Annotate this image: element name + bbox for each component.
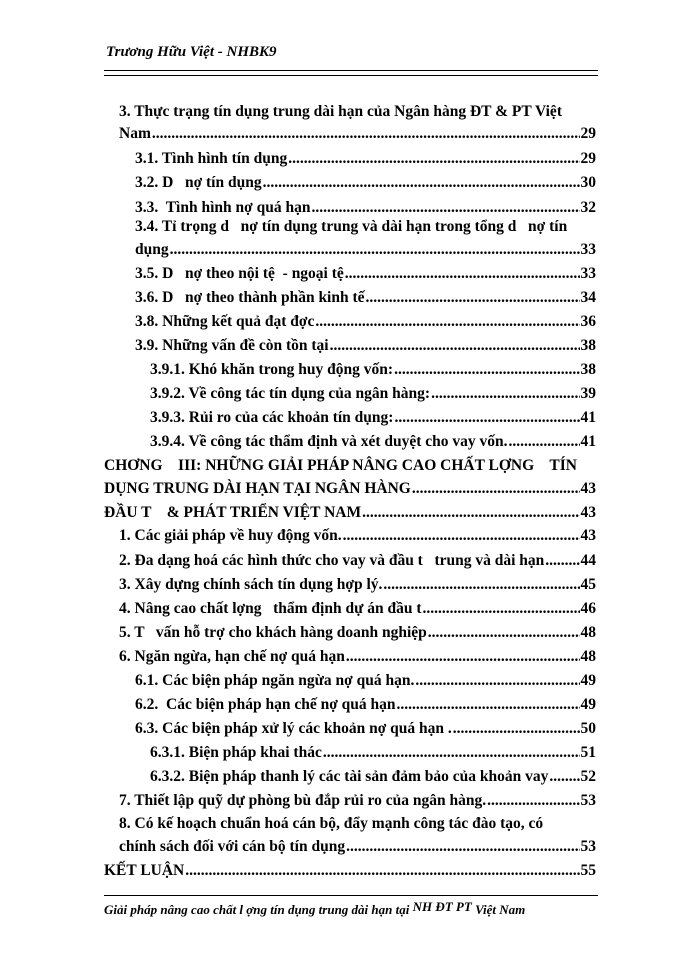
toc-leader-dots — [323, 742, 580, 764]
toc-entry — [135, 263, 596, 285]
toc-leader-dots — [545, 550, 579, 572]
toc-entry — [119, 123, 596, 145]
toc-leader-dots — [152, 123, 580, 145]
toc-entry-title: ĐẦU T & PHÁT TRIỂN VIỆT NAM — [104, 504, 362, 521]
toc-entry — [135, 172, 596, 194]
toc-entry-title: 3.1. Tình hình tín dụng — [135, 150, 288, 167]
footer-text: Giải pháp nâng cao chất l ợng tín dụng trung dài hạn tại — [104, 902, 410, 917]
toc-entry-title: 1. Các giải pháp về huy động vốn. — [119, 527, 342, 544]
toc-leader-dots — [170, 239, 580, 261]
toc-entry-page: 33 — [580, 241, 596, 258]
footer-abbr: NH ĐT PT — [412, 899, 472, 914]
toc-entry — [150, 359, 596, 381]
toc-leader-dots — [428, 622, 580, 644]
toc-entry — [135, 311, 596, 333]
toc-entry-page: 44 — [580, 552, 596, 569]
toc-entry — [119, 790, 596, 812]
toc-entry-title: 6.1. Các biện pháp ngăn ngừa nợ quá hạn. — [135, 672, 415, 689]
toc-entry — [104, 860, 596, 882]
toc-entry — [119, 525, 596, 547]
footer-tail: Việt Nam — [475, 902, 526, 917]
toc-entry-title: 6.2. Các biện pháp hạn chế nợ quá hạn — [135, 696, 396, 713]
toc-entry — [135, 287, 596, 309]
toc-entry-title: 6. Ngăn ngừa, hạn chế nợ quá hạn — [119, 648, 345, 665]
toc-entry-title: 6.3. Các biện pháp xử lý các khoản nợ quá hạn . — [135, 720, 452, 737]
toc-entry-title: Nam — [119, 125, 151, 142]
toc-entry — [119, 574, 596, 596]
toc-entry-title: CHƠNG III: NHỮNG GIẢI PHÁP NÂNG CAO CHẤT LỢNG TÍN — [104, 457, 577, 474]
toc-entry — [104, 478, 596, 500]
toc-entry — [135, 718, 596, 740]
toc-entry-title: DỤNG TRUNG DÀI HẠN TẠI NGÂN HÀNG — [104, 480, 411, 497]
toc-entry-page: 53 — [580, 792, 596, 809]
toc-entry-page: 43 — [580, 504, 596, 521]
toc-entry-title: 3. Thực trạng tín dụng trung dài hạn của Ngân hàng ĐT & PT Việt — [119, 103, 562, 120]
toc-leader-dots — [549, 766, 579, 788]
toc-entry-page: 34 — [580, 289, 596, 306]
toc-entry-title: 3.9. Những vấn đề còn tồn tại — [135, 337, 329, 354]
toc-leader-dots — [509, 431, 580, 453]
toc-entry — [135, 148, 596, 170]
toc-entry-page: 49 — [580, 696, 596, 713]
toc-entry-page: 55 — [580, 862, 596, 879]
toc-entry-title: 2. Đa dạng hoá các hình thức cho vay và đầu t trung và dài hạn — [119, 552, 545, 569]
toc-entry-page: 29 — [580, 150, 596, 167]
toc-entry-page: 49 — [580, 672, 596, 689]
toc-leader-dots — [346, 646, 580, 668]
toc-leader-dots — [412, 478, 580, 500]
toc-entry-title: 3.9.4. Về công tác thẩm định và xét duyệt cho vay vốn. — [150, 433, 508, 450]
toc-entry-page: 45 — [580, 576, 596, 593]
toc-entry-title: 3.4. Tỉ trọng d nợ tín dụng trung và dài hạn trong tổng d nợ tín — [135, 218, 568, 235]
toc-entry-page: 46 — [580, 600, 596, 617]
toc-entry-page: 41 — [580, 409, 596, 426]
toc-leader-dots — [263, 172, 580, 194]
toc-entry — [119, 598, 596, 620]
toc-leader-dots — [288, 148, 579, 170]
toc-entry-title: 6.3.2. Biện pháp thanh lý các tài sản đảm bảo của khoản vay — [150, 768, 549, 785]
toc-entry — [150, 766, 596, 788]
toc-leader-dots — [345, 263, 580, 285]
toc-entry-page: 39 — [580, 385, 596, 402]
toc-entry — [135, 216, 596, 238]
toc-entry-title: 8. Có kế hoạch chuẩn hoá cán bộ, đẩy mạnh công tác đào tạo, có — [119, 815, 544, 832]
toc-entry-page: 53 — [580, 838, 596, 855]
toc-entry-title: 3.3. Tình hình nợ quá hạn — [135, 199, 311, 216]
toc-entry-title: 3.5. D nợ theo nội tệ - ngoại tệ — [135, 265, 344, 282]
toc-entry — [150, 383, 596, 405]
toc-entry — [119, 101, 596, 123]
toc-leader-dots — [383, 574, 579, 596]
toc-entry-page: 32 — [580, 199, 596, 216]
toc-entry — [104, 502, 596, 524]
toc-entry-page: 30 — [580, 174, 596, 191]
toc-entry — [119, 646, 596, 668]
toc-entry-page: 38 — [580, 361, 596, 378]
toc-leader-dots — [366, 287, 580, 309]
toc-entry-page: 29 — [580, 125, 596, 142]
toc-leader-dots — [431, 383, 579, 405]
toc-entry-title: KẾT LUẬN — [104, 862, 185, 879]
toc-entry-title: 3.6. D nợ theo thành phần kinh tế — [135, 289, 365, 306]
toc-leader-dots — [346, 836, 579, 858]
toc-entry — [150, 407, 596, 429]
toc-entry-page: 52 — [580, 768, 596, 785]
toc-entry-page: 50 — [580, 720, 596, 737]
toc-leader-dots — [394, 359, 579, 381]
toc-entry-title: 6.3.1. Biện pháp khai thác — [150, 744, 322, 761]
page-header: Trương Hữu Việt - NHBK9 — [106, 44, 277, 60]
toc-entry-title: 3.9.2. Về công tác tín dụng của ngân hàng: — [150, 385, 431, 402]
toc-entry — [119, 813, 596, 835]
toc-entry — [135, 694, 596, 716]
toc-entry — [135, 335, 596, 357]
toc-leader-dots — [487, 790, 579, 812]
toc-entry — [150, 742, 596, 764]
toc-entry — [135, 239, 596, 261]
toc-entry — [104, 455, 596, 477]
toc-entry-title: 3.9.1. Khó khăn trong huy động vốn: — [150, 361, 394, 378]
toc-entry-page: 33 — [580, 265, 596, 282]
toc-entry-title: 4. Nâng cao chất lợng thẩm định dự án đầu t — [119, 600, 422, 617]
toc-entry — [119, 836, 596, 858]
toc-entry-title: chính sách đối với cán bộ tín dụng — [119, 838, 346, 855]
toc-entry — [119, 622, 596, 644]
toc-leader-dots — [415, 670, 579, 692]
toc-leader-dots — [423, 598, 580, 620]
toc-leader-dots — [397, 694, 580, 716]
toc-entry-title: 3.8. Những kết quả đạt đợc — [135, 313, 315, 330]
toc-entry-page: 43 — [580, 480, 596, 497]
toc-entry-title: 7. Thiết lập quỹ dự phòng bù đắp rủi ro của ngân hàng. — [119, 792, 487, 809]
toc-entry — [150, 431, 596, 453]
toc-leader-dots — [343, 525, 580, 547]
toc-entry-page: 38 — [580, 337, 596, 354]
toc-leader-dots — [185, 860, 579, 882]
toc-leader-dots — [330, 335, 580, 357]
toc-entry-page: 43 — [580, 527, 596, 544]
footer-rule — [104, 895, 598, 896]
toc-entry — [119, 550, 596, 572]
toc-leader-dots — [453, 718, 580, 740]
toc-entry-page: 51 — [580, 744, 596, 761]
toc-entry-page: 41 — [580, 433, 596, 450]
page-footer — [104, 899, 526, 918]
toc-entry-page: 48 — [580, 648, 596, 665]
toc-entry-page: 36 — [580, 313, 596, 330]
toc-entry-title: 3.9.3. Rủi ro của các khoản tín dụng: — [150, 409, 394, 426]
toc-leader-dots — [362, 502, 579, 524]
toc-entry-title: dụng — [135, 241, 169, 258]
toc-entry — [135, 670, 596, 692]
toc-leader-dots — [394, 407, 579, 429]
toc-entry-page: 48 — [580, 624, 596, 641]
toc-entry-title: 3. Xây dựng chính sách tín dụng hợp lý. — [119, 576, 383, 593]
toc-entry-title: 5. T vấn hỗ trợ cho khách hàng doanh nghiệp — [119, 624, 427, 641]
toc-entry-title: 3.2. D nợ tín dụng — [135, 174, 262, 191]
toc-leader-dots — [315, 311, 579, 333]
